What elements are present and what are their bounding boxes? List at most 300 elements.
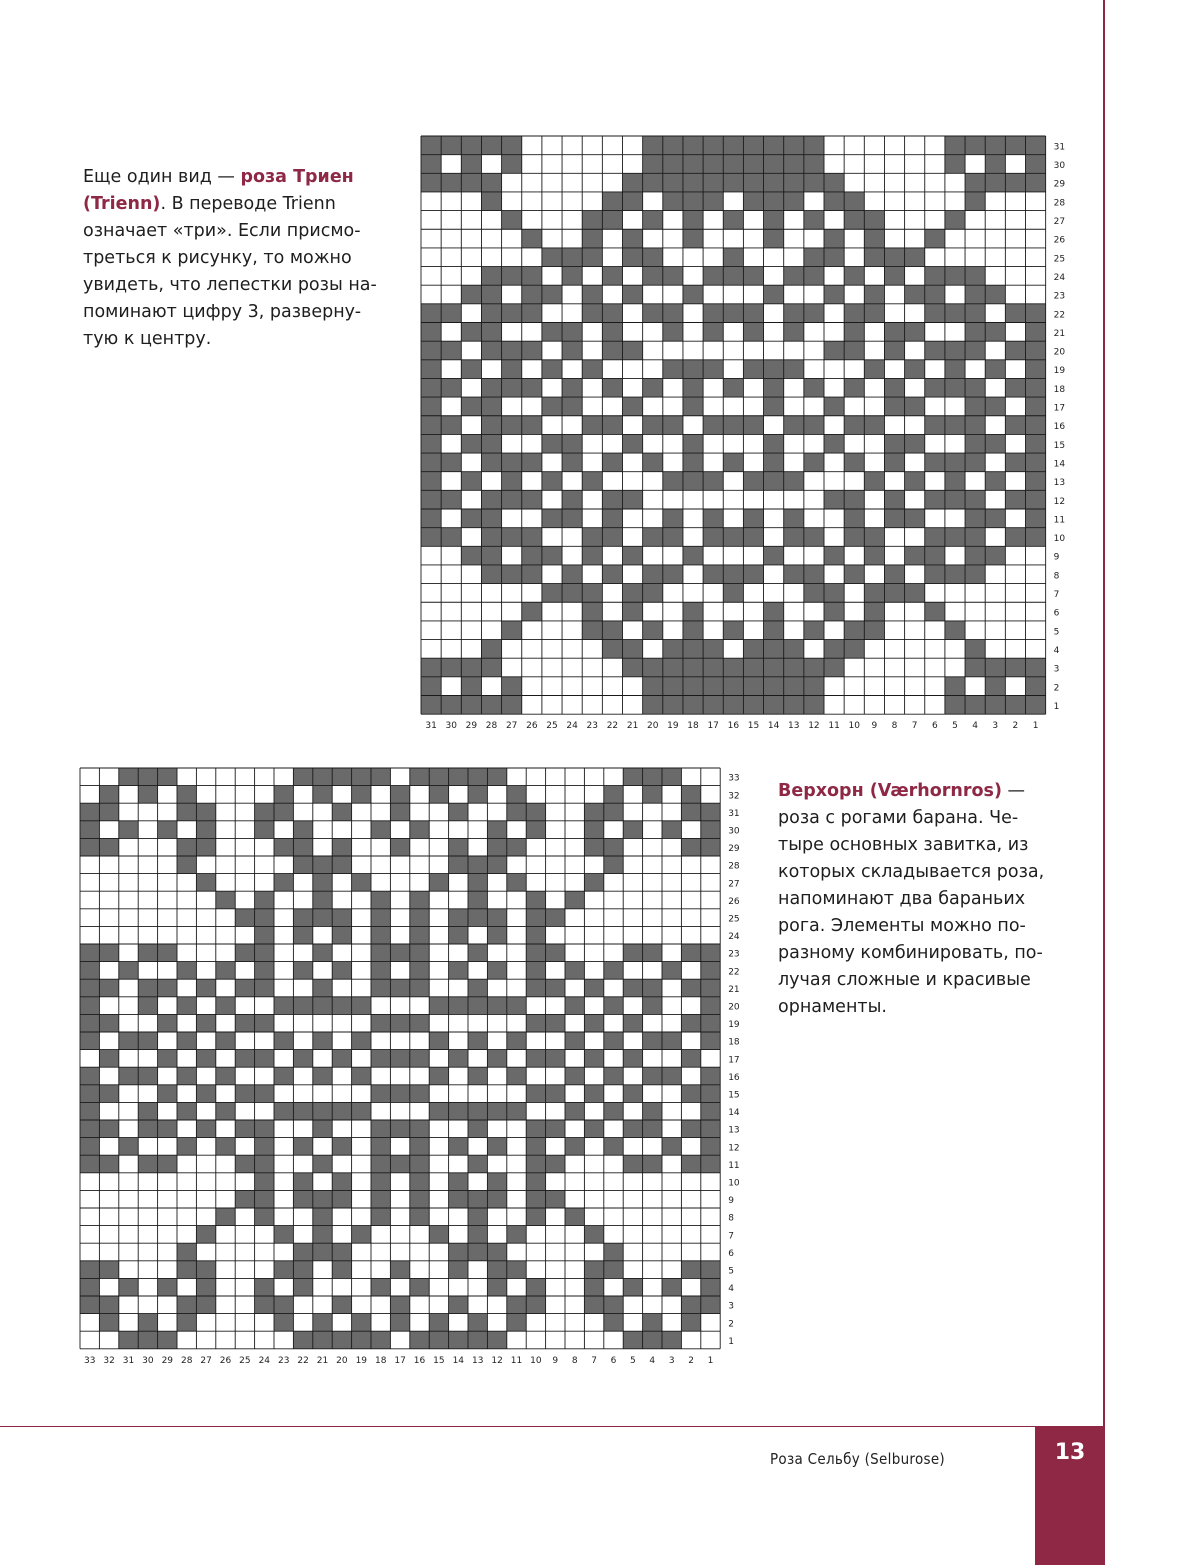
- stitch-cell: [643, 211, 663, 230]
- stitch-cell: [681, 1085, 700, 1103]
- stitch-cell: [542, 323, 562, 342]
- stitch-cell: [623, 640, 643, 659]
- stitch-cell: [352, 1102, 371, 1120]
- stitch-cell: [584, 1226, 603, 1244]
- stitch-cell: [421, 677, 441, 696]
- stitch-cell: [481, 490, 501, 509]
- stitch-cell: [683, 173, 703, 192]
- stitch-cell: [441, 304, 461, 323]
- column-number: 16: [727, 721, 740, 732]
- stitch-cell: [274, 1296, 293, 1314]
- column-number: 9: [871, 721, 878, 732]
- stitch-cell: [216, 1102, 235, 1120]
- stitch-cell: [701, 979, 720, 997]
- stitch-cell: [410, 979, 429, 997]
- stitch-cell: [643, 696, 663, 715]
- stitch-cell: [945, 341, 965, 360]
- stitch-cell: [522, 546, 542, 565]
- stitch-cell: [196, 979, 215, 997]
- stitch-cell: [565, 1208, 584, 1226]
- stitch-cell: [804, 267, 824, 286]
- stitch-cell: [461, 155, 481, 174]
- stitch-cell: [293, 1190, 312, 1208]
- stitch-cell: [487, 1278, 506, 1296]
- stitch-cell: [371, 1138, 390, 1156]
- column-number: 32: [103, 1355, 115, 1366]
- stitch-cell: [546, 909, 565, 927]
- stitch-cell: [313, 1102, 332, 1120]
- stitch-cell: [864, 229, 884, 248]
- stitch-cell: [884, 378, 904, 397]
- stitch-cell: [565, 1138, 584, 1156]
- stitch-cell: [410, 1173, 429, 1191]
- stitch-cell: [274, 1314, 293, 1332]
- stitch-cell: [683, 602, 703, 621]
- stitch-cell: [487, 1138, 506, 1156]
- stitch-cell: [681, 1261, 700, 1279]
- row-number: 17: [1053, 403, 1066, 414]
- stitch-cell: [764, 453, 784, 472]
- stitch-cell: [844, 528, 864, 547]
- stitch-cell: [526, 1138, 545, 1156]
- stitch-cell: [701, 997, 720, 1015]
- stitch-cell: [804, 565, 824, 584]
- stitch-cell: [623, 821, 642, 839]
- stitch-cell: [293, 997, 312, 1015]
- stitch-cell: [905, 323, 925, 342]
- stitch-cell: [663, 696, 683, 715]
- stitch-cell: [764, 696, 784, 715]
- stitch-cell: [683, 640, 703, 659]
- stitch-cell: [461, 546, 481, 565]
- stitch-cell: [390, 1014, 409, 1032]
- stitch-cell: [421, 397, 441, 416]
- stitch-cell: [884, 397, 904, 416]
- stitch-cell: [507, 803, 526, 821]
- stitch-cell: [602, 528, 622, 547]
- stitch-cell: [743, 360, 763, 379]
- stitch-cell: [526, 1014, 545, 1032]
- row-number: 21: [1053, 328, 1066, 339]
- stitch-cell: [643, 768, 662, 786]
- stitch-cell: [965, 285, 985, 304]
- stitch-cell: [764, 621, 784, 640]
- stitch-cell: [177, 838, 196, 856]
- stitch-cell: [925, 229, 945, 248]
- stitch-cell: [604, 1296, 623, 1314]
- stitch-cell: [703, 528, 723, 547]
- row-number: 30: [1053, 161, 1066, 172]
- text-line: [778, 940, 1044, 967]
- stitch-cell: [542, 285, 562, 304]
- text-line: [83, 326, 377, 353]
- stitch-cell: [522, 565, 542, 584]
- stitch-cell: [352, 786, 371, 804]
- stitch-cell: [410, 909, 429, 927]
- stitch-cell: [449, 1138, 468, 1156]
- stitch-cell: [468, 909, 487, 927]
- stitch-cell: [522, 267, 542, 286]
- stitch-cell: [1026, 472, 1046, 491]
- stitch-cell: [1005, 341, 1025, 360]
- column-number: 31: [122, 1355, 135, 1366]
- stitch-cell: [421, 173, 441, 192]
- stitch-cell: [313, 856, 332, 874]
- stitch-cell: [662, 1067, 681, 1085]
- stitch-cell: [522, 490, 542, 509]
- column-number: 9: [552, 1355, 559, 1366]
- stitch-cell: [804, 453, 824, 472]
- stitch-cell: [235, 1190, 254, 1208]
- stitch-cell: [703, 658, 723, 677]
- stitch-cell: [905, 584, 925, 603]
- row-number: 17: [728, 1055, 740, 1066]
- stitch-cell: [390, 1155, 409, 1173]
- stitch-cell: [99, 838, 118, 856]
- column-number: 12: [491, 1355, 503, 1366]
- stitch-cell: [844, 304, 864, 323]
- stitch-cell: [604, 1314, 623, 1332]
- stitch-cell: [410, 944, 429, 962]
- text-run: лучая сложные и красивые: [778, 970, 1031, 990]
- stitch-cell: [429, 874, 448, 892]
- stitch-cell: [441, 173, 461, 192]
- column-number: 30: [445, 721, 457, 732]
- stitch-cell: [293, 909, 312, 927]
- stitch-cell: [604, 1261, 623, 1279]
- stitch-cell: [701, 1102, 720, 1120]
- stitch-cell: [562, 453, 582, 472]
- stitch-cell: [1005, 658, 1025, 677]
- stitch-cell: [743, 323, 763, 342]
- stitch-cell: [352, 997, 371, 1015]
- stitch-cell: [507, 1261, 526, 1279]
- stitch-cell: [293, 926, 312, 944]
- stitch-cell: [965, 565, 985, 584]
- column-number: 14: [452, 1355, 465, 1366]
- stitch-cell: [1026, 136, 1046, 155]
- stitch-cell: [119, 768, 138, 786]
- stitch-cell: [235, 1155, 254, 1173]
- stitch-cell: [371, 909, 390, 927]
- stitch-cell: [1026, 677, 1046, 696]
- stitch-cell: [449, 1243, 468, 1261]
- stitch-cell: [99, 786, 118, 804]
- stitch-cell: [461, 323, 481, 342]
- stitch-cell: [441, 378, 461, 397]
- column-number: 13: [471, 1355, 484, 1366]
- stitch-cell: [1026, 341, 1046, 360]
- stitch-cell: [681, 944, 700, 962]
- stitch-cell: [371, 1331, 390, 1349]
- stitch-cell: [80, 1138, 99, 1156]
- row-number: 25: [728, 914, 740, 925]
- stitch-cell: [332, 768, 351, 786]
- row-number: 26: [728, 896, 740, 907]
- stitch-cell: [390, 1296, 409, 1314]
- stitch-cell: [421, 453, 441, 472]
- column-number: 7: [911, 721, 918, 732]
- stitch-cell: [965, 658, 985, 677]
- stitch-cell: [1026, 696, 1046, 715]
- stitch-cell: [683, 472, 703, 491]
- stitch-cell: [421, 696, 441, 715]
- stitch-cell: [99, 979, 118, 997]
- stitch-cell: [390, 803, 409, 821]
- stitch-cell: [985, 696, 1005, 715]
- row-number: 28: [1053, 198, 1066, 209]
- stitch-cell: [449, 1190, 468, 1208]
- column-number: 25: [546, 721, 558, 732]
- row-number: 16: [728, 1072, 740, 1083]
- stitch-cell: [461, 285, 481, 304]
- stitch-cell: [623, 285, 643, 304]
- stitch-cell: [784, 509, 804, 528]
- stitch-cell: [643, 944, 662, 962]
- stitch-cell: [764, 211, 784, 230]
- stitch-cell: [461, 173, 481, 192]
- stitch-cell: [683, 434, 703, 453]
- stitch-cell: [764, 640, 784, 659]
- stitch-cell: [216, 1138, 235, 1156]
- stitch-cell: [623, 341, 643, 360]
- text-line: [83, 245, 377, 272]
- stitch-cell: [643, 453, 663, 472]
- stitch-cell: [844, 323, 864, 342]
- stitch-cell: [723, 416, 743, 435]
- stitch-cell: [255, 1190, 274, 1208]
- text-line: [83, 218, 377, 245]
- stitch-cell: [502, 378, 522, 397]
- stitch-cell: [764, 658, 784, 677]
- stitch-cell: [723, 453, 743, 472]
- stitch-cell: [196, 821, 215, 839]
- stitch-cell: [662, 1331, 681, 1349]
- stitch-cell: [985, 397, 1005, 416]
- stitch-cell: [468, 1120, 487, 1138]
- stitch-cell: [371, 926, 390, 944]
- stitch-cell: [604, 1243, 623, 1261]
- stitch-cell: [196, 1261, 215, 1279]
- stitch-cell: [743, 304, 763, 323]
- stitch-cell: [461, 434, 481, 453]
- stitch-cell: [623, 1014, 642, 1032]
- stitch-cell: [449, 768, 468, 786]
- stitch-cell: [743, 640, 763, 659]
- stitch-cell: [526, 1085, 545, 1103]
- row-number: 31: [728, 808, 740, 819]
- stitch-cell: [562, 378, 582, 397]
- row-number: 20: [728, 1002, 740, 1013]
- stitch-cell: [371, 1208, 390, 1226]
- column-number: 2: [688, 1355, 694, 1366]
- stitch-cell: [985, 677, 1005, 696]
- text-line: [778, 994, 1044, 1021]
- stitch-cell: [313, 1032, 332, 1050]
- column-number: 24: [258, 1355, 271, 1366]
- stitch-cell: [565, 891, 584, 909]
- stitch-cell: [138, 997, 157, 1015]
- text-line: [83, 164, 377, 191]
- stitch-cell: [784, 528, 804, 547]
- stitch-cell: [526, 1155, 545, 1173]
- trienn-description: [83, 164, 377, 353]
- stitch-cell: [663, 640, 683, 659]
- stitch-cell: [884, 509, 904, 528]
- stitch-cell: [584, 1261, 603, 1279]
- text-run: тыре основных завитка, из: [778, 835, 1029, 855]
- stitch-cell: [683, 360, 703, 379]
- text-line: [83, 191, 377, 218]
- stitch-cell: [844, 453, 864, 472]
- stitch-cell: [925, 528, 945, 547]
- stitch-cell: [99, 1050, 118, 1068]
- stitch-cell: [293, 1331, 312, 1349]
- stitch-cell: [925, 453, 945, 472]
- stitch-cell: [945, 416, 965, 435]
- stitch-cell: [925, 285, 945, 304]
- stitch-cell: [487, 768, 506, 786]
- stitch-cell: [138, 944, 157, 962]
- stitch-cell: [410, 1120, 429, 1138]
- stitch-cell: [723, 248, 743, 267]
- row-number: 6: [728, 1248, 734, 1259]
- stitch-cell: [274, 803, 293, 821]
- stitch-cell: [1026, 490, 1046, 509]
- stitch-cell: [723, 304, 743, 323]
- stitch-cell: [602, 378, 622, 397]
- column-number: 21: [316, 1355, 329, 1366]
- stitch-cell: [985, 285, 1005, 304]
- stitch-cell: [604, 838, 623, 856]
- stitch-cell: [352, 1331, 371, 1349]
- stitch-cell: [502, 211, 522, 230]
- stitch-cell: [390, 1261, 409, 1279]
- stitch-cell: [526, 926, 545, 944]
- row-number: 29: [1053, 179, 1066, 190]
- stitch-cell: [701, 1138, 720, 1156]
- stitch-cell: [663, 472, 683, 491]
- stitch-cell: [663, 658, 683, 677]
- stitch-cell: [604, 1067, 623, 1085]
- stitch-cell: [332, 1296, 351, 1314]
- stitch-cell: [487, 1190, 506, 1208]
- stitch-cell: [542, 434, 562, 453]
- stitch-cell: [602, 323, 622, 342]
- stitch-cell: [584, 979, 603, 997]
- stitch-cell: [602, 490, 622, 509]
- stitch-cell: [410, 926, 429, 944]
- stitch-cell: [196, 874, 215, 892]
- stitch-cell: [965, 173, 985, 192]
- stitch-cell: [562, 434, 582, 453]
- column-number: 28: [180, 1355, 193, 1366]
- stitch-cell: [542, 584, 562, 603]
- stitch-cell: [804, 658, 824, 677]
- stitch-cell: [662, 962, 681, 980]
- stitch-cell: [99, 1261, 118, 1279]
- stitch-cell: [502, 490, 522, 509]
- stitch-cell: [703, 323, 723, 342]
- stitch-cell: [80, 979, 99, 997]
- column-number: 4: [649, 1355, 656, 1366]
- stitch-cell: [293, 768, 312, 786]
- stitch-cell: [864, 602, 884, 621]
- stitch-cell: [602, 211, 622, 230]
- row-number: 13: [1053, 478, 1066, 489]
- stitch-cell: [743, 416, 763, 435]
- stitch-cell: [1026, 155, 1046, 174]
- stitch-cell: [468, 1155, 487, 1173]
- stitch-cell: [177, 1296, 196, 1314]
- text-line: [83, 299, 377, 326]
- stitch-cell: [371, 891, 390, 909]
- stitch-cell: [390, 979, 409, 997]
- stitch-cell: [158, 1050, 177, 1068]
- row-number: 2: [1053, 683, 1060, 694]
- stitch-cell: [487, 997, 506, 1015]
- stitch-cell: [623, 248, 643, 267]
- stitch-cell: [643, 1102, 662, 1120]
- stitch-cell: [582, 416, 602, 435]
- stitch-cell: [804, 211, 824, 230]
- stitch-cell: [352, 768, 371, 786]
- row-number: 21: [728, 984, 740, 995]
- row-number: 9: [1053, 552, 1060, 563]
- stitch-cell: [481, 304, 501, 323]
- stitch-cell: [352, 1226, 371, 1244]
- stitch-cell: [158, 1331, 177, 1349]
- stitch-cell: [743, 472, 763, 491]
- stitch-cell: [663, 416, 683, 435]
- stitch-cell: [582, 546, 602, 565]
- stitch-cell: [643, 565, 663, 584]
- stitch-cell: [468, 1208, 487, 1226]
- stitch-cell: [421, 528, 441, 547]
- stitch-cell: [119, 962, 138, 980]
- stitch-cell: [487, 1173, 506, 1191]
- row-number: 16: [1053, 422, 1066, 433]
- stitch-cell: [864, 528, 884, 547]
- stitch-cell: [235, 1050, 254, 1068]
- stitch-cell: [764, 360, 784, 379]
- stitch-cell: [884, 434, 904, 453]
- stitch-cell: [80, 962, 99, 980]
- stitch-cell: [662, 821, 681, 839]
- stitch-cell: [844, 565, 864, 584]
- stitch-cell: [643, 1067, 662, 1085]
- row-number: 23: [728, 949, 740, 960]
- text-line: [778, 886, 1044, 913]
- stitch-cell: [701, 1261, 720, 1279]
- stitch-cell: [371, 1085, 390, 1103]
- stitch-cell: [429, 1102, 448, 1120]
- stitch-cell: [683, 677, 703, 696]
- column-number: 17: [394, 1355, 406, 1366]
- stitch-cell: [683, 378, 703, 397]
- stitch-cell: [683, 155, 703, 174]
- stitch-cell: [421, 490, 441, 509]
- stitch-cell: [1005, 378, 1025, 397]
- stitch-cell: [965, 323, 985, 342]
- row-number: 19: [728, 1020, 740, 1031]
- stitch-cell: [703, 565, 723, 584]
- stitch-cell: [1005, 490, 1025, 509]
- stitch-cell: [723, 267, 743, 286]
- margin-rule-vertical: [1103, 0, 1105, 1427]
- stitch-cell: [764, 546, 784, 565]
- column-number: 26: [219, 1355, 232, 1366]
